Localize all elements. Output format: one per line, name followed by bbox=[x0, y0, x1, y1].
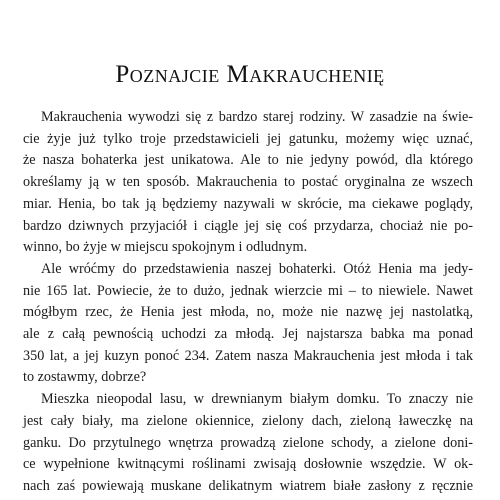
text-line: 350 lat, a jej kuzyn ponoć 234. Zatem nasza Makrauchenia jest młoda i tak bbox=[23, 347, 473, 364]
paragraph-3 bbox=[23, 389, 473, 498]
text-line: to zostawmy, dobrze? bbox=[23, 369, 147, 386]
chapter-body bbox=[23, 107, 473, 498]
text-line: miar. Henia, bo tak ją będziemy nazywali w skrócie, ma ciekawe poglądy, bbox=[23, 195, 473, 212]
paragraph-2 bbox=[23, 259, 473, 389]
text-line: mógłbym rzec, że Henia jest młoda, no, może nie nazwę jej nastolatką, bbox=[23, 304, 473, 321]
text-line: Mieszka nieopodal lasu, w drewnianym białym domku. To znaczy nie bbox=[41, 391, 473, 408]
text-line: winno, bo żyje w miejscu spokojnym i odludnym. bbox=[23, 239, 308, 256]
text-line: określamy ją w ten sposób. Makrauchenia to postać oryginalna ze wszech bbox=[23, 174, 473, 191]
text-line: bardzo dziwnych przyjaciół i ciągle jej się coś przydarza, chociaż nie po- bbox=[23, 217, 473, 234]
text-line: cie żyje już tylko troje przedstawicieli jej gatunku, możemy więc uznać, bbox=[23, 130, 473, 147]
text-line: że nasza bohaterka jest unikatowa. Ale to nie jedyny powód, dla którego bbox=[23, 152, 473, 169]
text-line: ce wypełnione kwitnącymi roślinami zwisają dosłownie wszędzie. W ok- bbox=[23, 456, 473, 473]
chapter-title: Poznajcie Makrauchenię bbox=[115, 61, 385, 88]
text-line: nach zaś powiewają muskane delikatnym wiatrem białe zasłony z ręcznie bbox=[23, 477, 473, 494]
text-line: nie 165 lat. Powiecie, że to dużo, jednak wierzcie mi – to niewiele. Nawet bbox=[23, 282, 473, 299]
text-line: ganku. Do przytulnego wnętrza prowadzą zielone schody, a zielone doni- bbox=[23, 434, 473, 451]
text-line: jest cały biały, ma zielone okiennice, zielony dach, zieloną ławeczkę na bbox=[23, 412, 473, 429]
text-line: ale z całą pewnością uchodzi za młodą. Jej najstarsza babka ma ponad bbox=[23, 326, 473, 343]
text-line: Ale wróćmy do przedstawienia naszej bohaterki. Otóż Henia ma jedy- bbox=[41, 260, 473, 277]
paragraph-1 bbox=[23, 107, 473, 259]
text-line: Makrauchenia wywodzi się z bardzo starej rodziny. W zasadzie na świe- bbox=[41, 109, 473, 125]
